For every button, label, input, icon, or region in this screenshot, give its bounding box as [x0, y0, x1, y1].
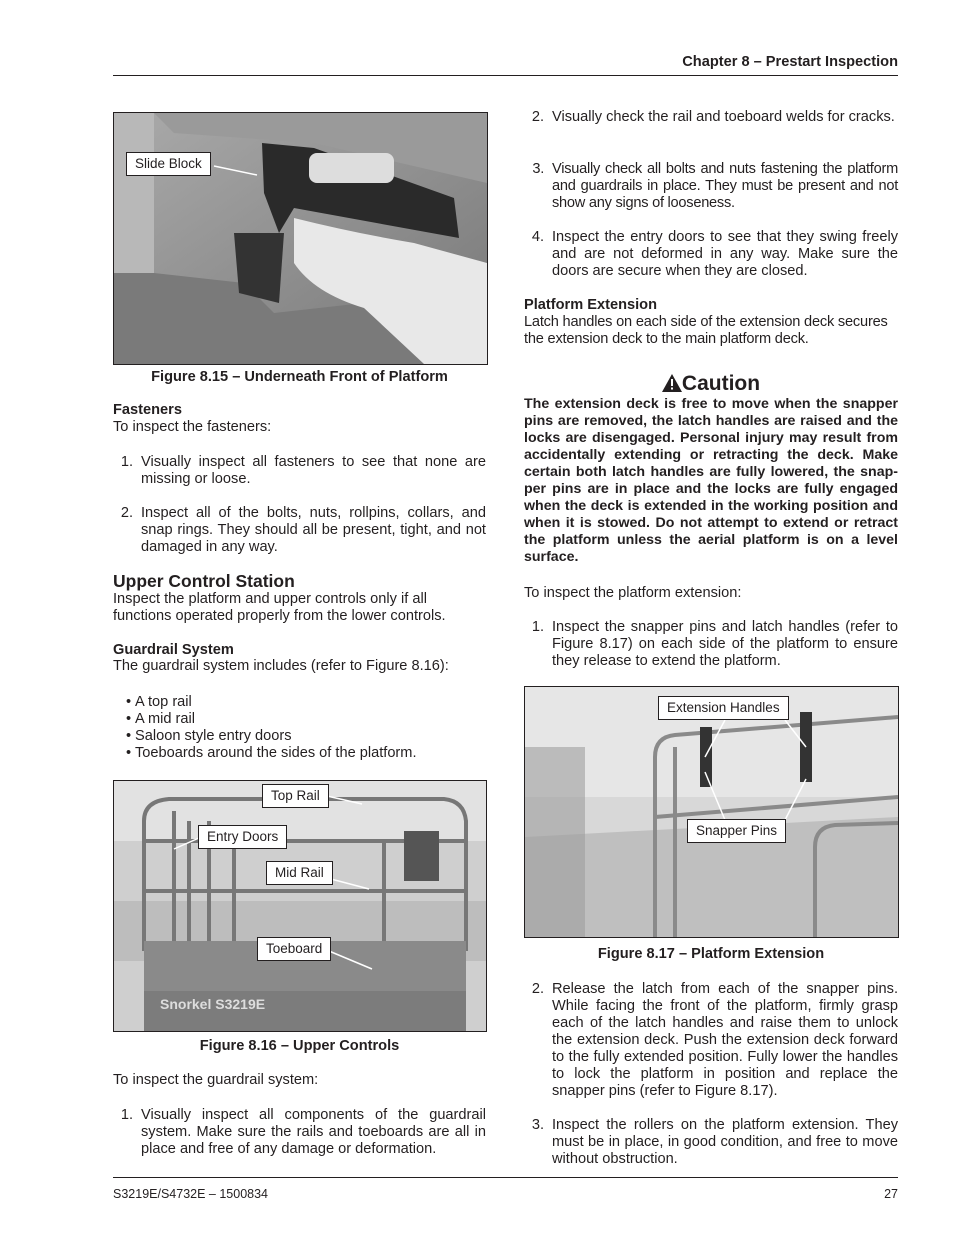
- label-entry-doors: Entry Doors: [198, 825, 287, 849]
- guardrail-intro: The guardrail system includes (refer to Figure 8.16):: [113, 658, 449, 674]
- figure-8-17-photo: [524, 686, 899, 938]
- caution-text: The extension deck is free to move when the snapper pins are removed, the latch handles are raised and the locks are disengaged. Personal injury may result from accidentally extending or retracting the deck. Make certain both latch handles are fully lowered, the snap-per pins are in place and the locks are fully engaged when the deck is extended in the working position and when it is stowed. Do not attempt to extend or retract the platform unless the aerial platform is on a level surface.: [524, 396, 898, 565]
- leader-lines: [114, 781, 486, 1031]
- warning-triangle-icon: [662, 374, 682, 392]
- guardrail-inspect-intro: To inspect the guardrail system:: [113, 1072, 319, 1088]
- guardrail-heading: Guardrail System: [113, 642, 234, 658]
- figure-8-16-caption: Figure 8.16 – Upper Controls: [199, 1038, 400, 1054]
- label-top-rail: Top Rail: [262, 784, 329, 808]
- platform-extension-heading: Platform Extension: [524, 297, 657, 313]
- upper-control-station-heading: Upper Control Station: [113, 571, 295, 591]
- fasteners-step-2: 2. Inspect all of the bolts, nuts, rollpins, collars, and snap rings. They should all be present, tight, and not damaged in any way.: [120, 505, 486, 555]
- figure-8-15-caption: Figure 8.15 – Underneath Front of Platform: [151, 369, 448, 385]
- label-snapper-pins: Snapper Pins: [687, 819, 786, 843]
- leader-lines: [525, 687, 898, 937]
- bullet-item: • A top rail: [126, 694, 192, 710]
- footer-model: S3219E/S4732E – 1500834: [113, 1187, 268, 1201]
- chapter-header: Chapter 8 – Prestart Inspection: [682, 54, 898, 70]
- bullet-item: • Toeboards around the sides of the platform.: [126, 745, 417, 761]
- figure-8-16-photo: [113, 780, 487, 1032]
- bullet-item: • A mid rail: [126, 711, 196, 727]
- upper-control-station-text: Inspect the platform and upper controls only if all functions operated properly from the lower controls.: [113, 591, 446, 624]
- label-mid-rail: Mid Rail: [266, 861, 333, 885]
- guardrail-step-2: 2. Visually check the rail and toeboard welds for cracks.: [531, 109, 895, 125]
- guardrail-step-4: 4. Inspect the entry doors to see that they swing freely and are not deformed in any way. Make sure the doors are secure when they are closed.: [531, 229, 898, 279]
- fasteners-step-1: 1. Visually inspect all fasteners to see that none are missing or loose.: [120, 454, 486, 487]
- label-slide-block: Slide Block: [126, 152, 211, 176]
- fasteners-heading: Fasteners: [113, 402, 182, 418]
- header-rule: [113, 75, 898, 76]
- leader-line: [114, 113, 487, 364]
- guardrail-step-1: 1. Visually inspect all components of the guardrail system. Make sure the rails and toeboards are all in place and free of any damage or deformation.: [120, 1107, 486, 1157]
- fasteners-intro: To inspect the fasteners:: [113, 419, 272, 435]
- platform-extension-text: Latch handles on each side of the extension deck secures the extension deck to the main platform deck.: [524, 314, 888, 347]
- extension-inspect-intro: To inspect the platform extension:: [524, 585, 742, 601]
- label-extension-handles: Extension Handles: [658, 696, 789, 720]
- extension-step-1: 1. Inspect the snapper pins and latch handles (refer to Figure 8.17) on each side of the platform to ensure they release to extend the platform.: [531, 619, 898, 669]
- brand-logo: Snorkel S3219E: [160, 996, 266, 1012]
- extension-step-2: 2. Release the latch from each of the snapper pins. While facing the front of the platform, firmly grasp each of the latch handles and raise them to unlock the extension deck. Push the extension deck forward to the fully extended position. Fully lower the handles to lock the platform in position and replace the snapper pins (refer to Figure 8.17).: [531, 981, 898, 1099]
- bullet-item: • Saloon style entry doors: [126, 728, 292, 744]
- figure-8-15-photo: [113, 112, 488, 365]
- label-toeboard: Toeboard: [257, 937, 331, 961]
- footer-rule: [113, 1177, 898, 1178]
- guardrail-step-3: 3. Visually check all bolts and nuts fastening the platform and guardrails in place. They must be present and not show any signs of looseness.: [532, 161, 898, 211]
- figure-8-17-caption: Figure 8.17 – Platform Extension: [597, 946, 825, 962]
- page-number: 27: [884, 1187, 898, 1201]
- extension-step-3: 3. Inspect the rollers on the platform extension. They must be in place, in good condition, and free to move without obstruction.: [531, 1117, 898, 1167]
- caution-heading: Caution: [524, 372, 898, 396]
